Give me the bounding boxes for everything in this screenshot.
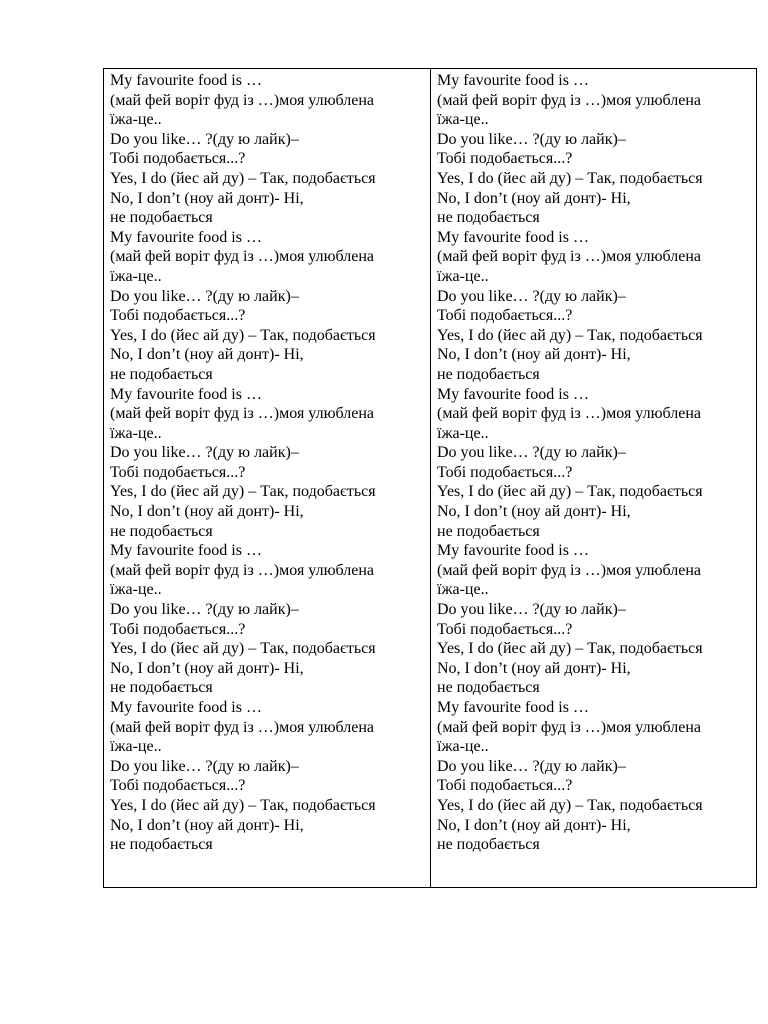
phrase-line: Yes, I do (йес ай ду) – Так, подобається xyxy=(110,796,376,814)
phrase-line: не подобається xyxy=(110,365,213,383)
phrase-line: не подобається xyxy=(110,679,213,697)
phrase-line: Тобі подобається...? xyxy=(437,150,573,168)
phrase-line: їжа-це.. xyxy=(437,738,489,756)
phrase-line: Тобі подобається...? xyxy=(110,463,246,481)
phrase-line: Тобі подобається...? xyxy=(437,307,573,325)
phrase-line: Yes, I do (йес ай ду) – Так, подобається xyxy=(110,169,376,187)
phrase-line: Тобі подобається...? xyxy=(437,620,573,638)
phrase-line: Yes, I do (йес ай ду) – Так, подобається xyxy=(437,640,703,658)
phrase-line: не подобається xyxy=(437,365,540,383)
phrase-line: (май фей воріт фуд із …)моя улюблена xyxy=(437,91,702,109)
phrase-line: не подобається xyxy=(110,836,213,854)
phrase-line: My favourite food is … xyxy=(110,385,262,403)
phrase-line: (май фей воріт фуд із …)моя улюблена xyxy=(437,248,702,266)
phrase-line: їжа-це.. xyxy=(437,267,489,285)
phrase-line: їжа-це.. xyxy=(110,424,162,442)
phrase-block xyxy=(437,698,756,855)
phrase-block xyxy=(110,71,430,228)
phrase-line: Тобі подобається...? xyxy=(110,307,246,325)
phrase-line: No, I don’t (ноу ай донт)- Ні, xyxy=(110,816,304,834)
phrase-line: їжа-це.. xyxy=(437,581,489,599)
phrase-line: Do you like… ?(ду ю лайк)– xyxy=(437,601,626,619)
phrase-line: Yes, I do (йес ай ду) – Так, подобається xyxy=(437,483,703,501)
phrase-line: не подобається xyxy=(437,679,540,697)
phrase-line: No, I don’t (ноу ай донт)- Ні, xyxy=(437,659,631,677)
phrase-block xyxy=(437,71,756,228)
phrase-line: їжа-це.. xyxy=(437,111,489,129)
phrase-line: (май фей воріт фуд із …)моя улюблена xyxy=(110,405,375,423)
phrase-line: No, I don’t (ноу ай донт)- Ні, xyxy=(110,659,304,677)
phrase-line: (май фей воріт фуд із …)моя улюблена xyxy=(110,91,375,109)
phrase-line: My favourite food is … xyxy=(110,228,262,246)
phrase-line: Yes, I do (йес ай ду) – Так, подобається xyxy=(437,796,703,814)
phrase-line: Тобі подобається...? xyxy=(437,777,573,795)
phrase-line: My favourite food is … xyxy=(437,385,589,403)
phrase-line: Do you like… ?(ду ю лайк)– xyxy=(110,601,299,619)
phrase-block xyxy=(110,385,430,542)
phrase-line: не подобається xyxy=(437,836,540,854)
phrase-line: (май фей воріт фуд із …)моя улюблена xyxy=(437,718,702,736)
phrase-line: Do you like… ?(ду ю лайк)– xyxy=(437,444,626,462)
phrase-line: Тобі подобається...? xyxy=(110,620,246,638)
phrase-line: не подобається xyxy=(437,209,540,227)
phrase-line: (май фей воріт фуд із …)моя улюблена xyxy=(110,561,375,579)
phrase-line: Do you like… ?(ду ю лайк)– xyxy=(110,757,299,775)
phrase-line: (май фей воріт фуд із …)моя улюблена xyxy=(110,718,375,736)
phrase-line: їжа-це.. xyxy=(110,581,162,599)
phrase-line: Yes, I do (йес ай ду) – Так, подобається xyxy=(110,326,376,344)
phrase-line: No, I don’t (ноу ай донт)- Ні, xyxy=(110,189,304,207)
phrase-line: My favourite food is … xyxy=(110,699,262,716)
phrase-line: не подобається xyxy=(110,209,213,227)
phrase-line: не подобається xyxy=(110,522,213,540)
phrase-table xyxy=(103,68,757,888)
phrase-line: Yes, I do (йес ай ду) – Так, подобається xyxy=(437,326,703,344)
phrase-line: їжа-це.. xyxy=(110,111,162,129)
phrase-line: Тобі подобається...? xyxy=(437,463,573,481)
phrase-line: Do you like… ?(ду ю лайк)– xyxy=(110,444,299,462)
phrase-line: No, I don’t (ноу ай донт)- Ні, xyxy=(110,346,304,364)
phrase-line: Do you like… ?(ду ю лайк)– xyxy=(437,757,626,775)
phrase-line: Yes, I do (йес ай ду) – Так, подобається xyxy=(110,483,376,501)
phrase-line: Do you like… ?(ду ю лайк)– xyxy=(110,130,299,148)
phrase-line: Тобі подобається...? xyxy=(110,150,246,168)
phrase-line: My favourite food is … xyxy=(437,72,589,89)
phrase-block xyxy=(437,385,756,542)
phrase-line: Тобі подобається...? xyxy=(110,777,246,795)
phrase-line: No, I don’t (ноу ай донт)- Ні, xyxy=(437,816,631,834)
phrase-block xyxy=(437,228,756,385)
phrase-line: My favourite food is … xyxy=(110,542,262,560)
phrase-block xyxy=(110,541,430,698)
phrase-line: їжа-це.. xyxy=(110,267,162,285)
phrase-line: No, I don’t (ноу ай донт)- Ні, xyxy=(437,189,631,207)
phrase-line: My favourite food is … xyxy=(110,72,262,89)
phrase-line: No, I don’t (ноу ай донт)- Ні, xyxy=(437,503,631,521)
phrase-line: No, I don’t (ноу ай донт)- Ні, xyxy=(110,503,304,521)
phrase-line: Do you like… ?(ду ю лайк)– xyxy=(110,287,299,305)
phrase-line: (май фей воріт фуд із …)моя улюблена xyxy=(110,248,375,266)
phrase-line: не подобається xyxy=(437,522,540,540)
phrase-line: No, I don’t (ноу ай донт)- Ні, xyxy=(437,346,631,364)
phrase-line: Do you like… ?(ду ю лайк)– xyxy=(437,130,626,148)
phrase-line: Do you like… ?(ду ю лайк)– xyxy=(437,287,626,305)
phrase-cell-left xyxy=(104,69,431,887)
phrase-line: My favourite food is … xyxy=(437,699,589,716)
phrase-line: My favourite food is … xyxy=(437,542,589,560)
phrase-cell-right xyxy=(431,69,756,887)
phrase-line: Yes, I do (йес ай ду) – Так, подобається xyxy=(437,169,703,187)
phrase-line: (май фей воріт фуд із …)моя улюблена xyxy=(437,561,702,579)
phrase-line: Yes, I do (йес ай ду) – Так, подобається xyxy=(110,640,376,658)
phrase-block xyxy=(110,228,430,385)
phrase-block xyxy=(110,698,430,855)
phrase-line: їжа-це.. xyxy=(437,424,489,442)
phrase-block xyxy=(437,541,756,698)
phrase-line: їжа-це.. xyxy=(110,738,162,756)
phrase-line: (май фей воріт фуд із …)моя улюблена xyxy=(437,405,702,423)
phrase-line: My favourite food is … xyxy=(437,228,589,246)
